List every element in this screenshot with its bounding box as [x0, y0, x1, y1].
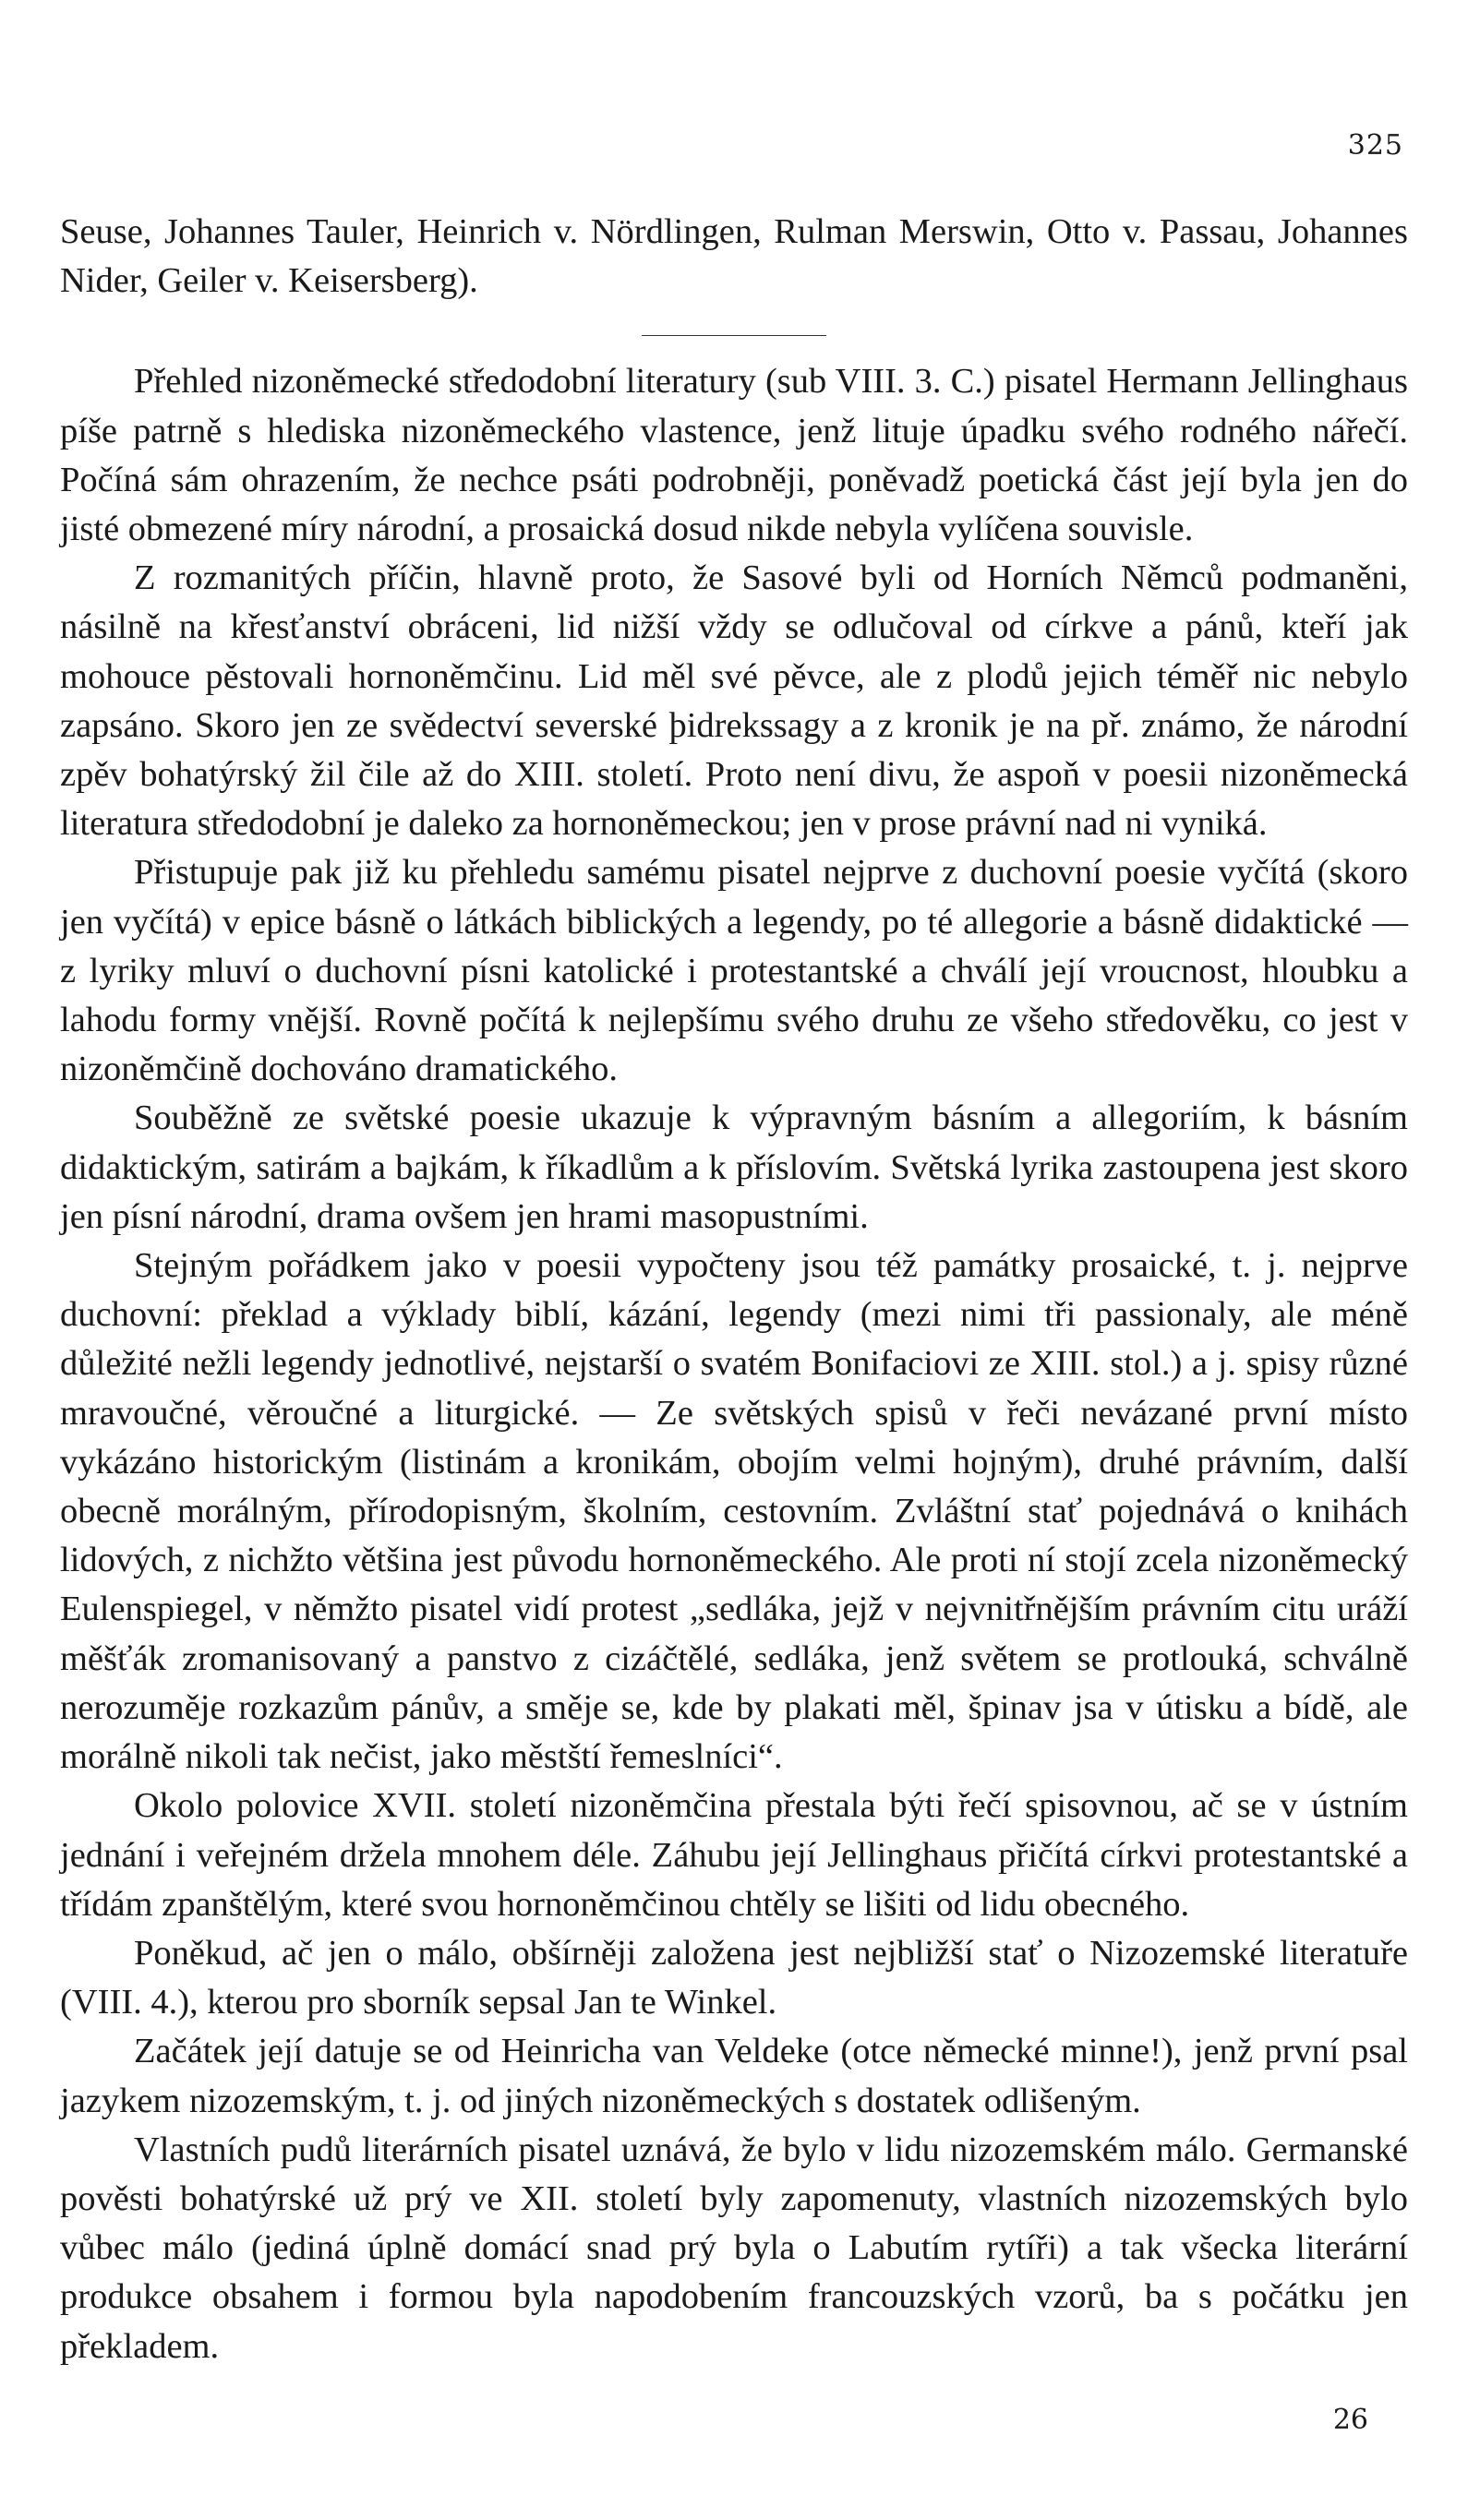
paragraph: Začátek její datuje se od Heinricha van Veldeke (otce německé minne!), jenž první psal jazykem nizozemským, t. j. od jiných nizoněmeckých s dostatek odlišeným. — [60, 2032, 1408, 2120]
paragraph: Souběžně ze světské poesie ukazuje k výpravným básním a allegoriím, k básním didaktickým, satirám a bajkám, k říkadlům a k příslovím. Světská lyrika zastoupena jest skoro jen písní národní, drama ovšem jen hrami masopustními. — [60, 1098, 1408, 1236]
paragraph-continuation: Seuse, Johannes Tauler, Heinrich v. Nördlingen, Rulman Merswin, Otto v. Passau, Johannes Nider, Geiler v. Keisersberg). — [60, 212, 1408, 301]
signature-mark: 26 — [1332, 2404, 1368, 2436]
paragraph: Okolo polovice XVII. století nizoněmčina přestala býti řečí spisovnou, ač se v ústním jednání i veřejném držela mnohem déle. Záhubu její Jellinghaus přičítá církvi protestantské a třídám zpanštělým, které svou hornoněmčinou chtěly se lišiti od lidu obecného. — [60, 1786, 1408, 1924]
paragraph: Přistupuje pak již ku přehledu samému pisatel nejprve z duchovní poesie vyčítá (skoro jen vyčítá) v epice básně o látkách biblických a legendy, po té allegorie a básně didaktické — z lyriky mluví o duchovní písni katolické i protestantské a chválí její vroucnost, hloubku a lahodu formy vnější. Rovně počítá k nejlepšímu svého druhu ze všeho středověku, co jest v nizoněmčině dochováno dramatického. — [60, 853, 1408, 1089]
paragraph: Stejným pořádkem jako v poesii vypočteny jsou též památky prosaické, t. j. nejprve duchovní: překlad a výklady biblí, kázání, legendy (mezi nimi tři passionaly, ale méně důležité nežli legendy jednotlivé, nejstarší o svatém Bonifaciovi ze XIII. stol.) a j. spisy různé mravoučné, věroučné a liturgické. — Ze světských spisů v řeči nevázané první místo vykázáno historickým (listinám a kronikám, obojím velmi hojným), druhé právním, další obecně morálným, přírodopisným, školním, cestovním. Zvláštní stať pojednává o knihách lidových, z nichžto většina jest původu hornoněmeckého. Ale proti ní stojí zcela nizoněmecký Eulenspiegel, v němžto pisatel vidí protest „sedláka, jejž v nejvnitřnějším právním citu uráží měšťák zromanisovaný a panstvo z cizáčtělé, sedláka, jenž světem se protlouká, schválně nerozuměje rozkazům pánův, a směje se, kde by plakati měl, špinav jsa v útisku a bídě, ale morálně nikoli tak nečist, jako městští řemeslníci“. — [60, 1246, 1408, 1777]
paragraph: Z rozmanitých příčin, hlavně proto, že Sasové byli od Horních Němců podmaněni, násilně na křesťanství obráceni, lid nižší vždy se odlučoval od církve a pánů, kteří jak mohouce pěstovali hornoněmčinu. Lid měl své pěvce, ale z plodů jejich téměř nic nebylo zapsáno. Skoro jen ze svědectví severské þidrekssagy a z kronik je na př. známo, že národní zpěv bohatýrský žil čile až do XIII. století. Proto není divu, že aspoň v poesii nizoněmecká literatura středodobní je daleko za hornoněmeckou; jen v prose právní nad ni vyniká. — [60, 558, 1408, 844]
paragraph: Přehled nizoněmecké středodobní literatury (sub VIII. 3. C.) pisatel Hermann Jellinghaus píše patrně s hlediska nizoněmeckého vlastence, jenž lituje úpadku svého rodného nářečí. Počíná sám ohrazením, že nechce psáti podrobněji, poněvadž poetická část její byla jen do jisté obmezené míry národní, a prosaická dosud nikde nebyla vylíčena souvisle. — [60, 362, 1408, 549]
section-separator — [642, 335, 826, 336]
body-text — [60, 208, 1408, 2371]
paragraph: Poněkud, ač jen o málo, obšírněji založena jest nejbližší stať o Nizozemské literatuře (VIII. 4.), kterou pro sborník sepsal Jan te Winkel. — [60, 1933, 1408, 2022]
paragraph: Vlastních pudů literárních pisatel uznává, že bylo v lidu nizozemském málo. Germanské pověsti bohatýrské už prý ve XII. století byly zapomenuty, vlastních nizozemských bylo vůbec málo (jediná úplně domácí snad prý byla o Labutím rytíři) a tak všecka literární produkce obsahem i formou byla napodobením francouzských vzorů, ba s počátku jen překladem. — [60, 2130, 1408, 2366]
page-number: 325 — [1347, 129, 1403, 162]
